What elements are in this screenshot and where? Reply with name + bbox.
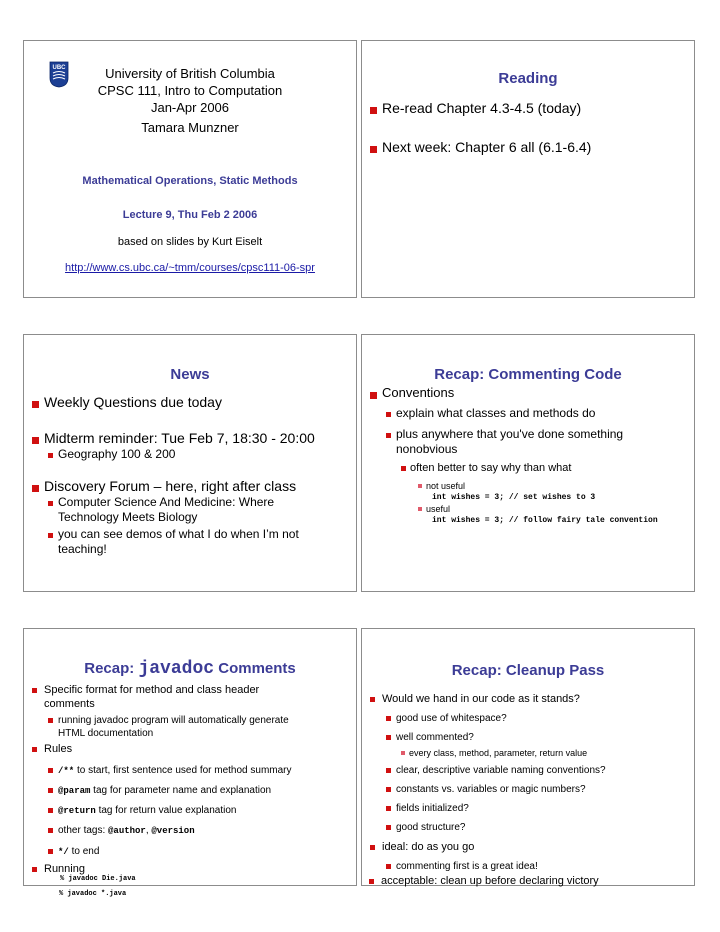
slide-reading <box>361 40 695 298</box>
logo-text: UBC <box>52 65 66 71</box>
slide-heading: Recap: Commenting Code <box>434 366 622 383</box>
reading-item: Re-read Chapter 4.3-4.5 (today) <box>382 100 582 116</box>
conventions-subitem: often better to say why than what <box>410 462 572 474</box>
slide-cleanup-pass <box>361 628 695 886</box>
javadoc-rule: */ to end <box>58 846 100 857</box>
bullet-icon <box>386 825 391 830</box>
news-subitem: Geography 100 & 200 <box>58 447 176 461</box>
slide-commenting-code <box>361 334 695 592</box>
course-title: CPSC 111, Intro to Computation <box>97 83 283 98</box>
cleanup-subitem: every class, method, parameter, return value <box>409 748 588 758</box>
slide-heading: News <box>170 366 210 383</box>
cleanup-subitem: commenting first is a great idea! <box>396 861 538 872</box>
conventions-subitem: explain what classes and methods do <box>396 406 596 420</box>
bullet-icon <box>48 453 53 458</box>
cleanup-subitem: clear, descriptive variable naming conventions? <box>396 765 606 776</box>
bullet-icon <box>370 107 377 114</box>
code-example: int wishes = 3; // follow fairy tale convention <box>432 516 658 525</box>
conventions-subitem: nonobvious <box>396 442 458 456</box>
bullet-icon <box>48 828 53 833</box>
reading-item: Next week: Chapter 6 all (6.1-6.4) <box>382 139 592 155</box>
news-subitem: Technology Meets Biology <box>58 510 198 524</box>
javadoc-item: Running <box>44 863 85 875</box>
bullet-icon <box>418 507 422 511</box>
bullet-icon <box>401 466 406 471</box>
news-subitem: teaching! <box>58 542 107 556</box>
bullet-icon <box>418 484 422 488</box>
cleanup-subitem: constants vs. variables or magic numbers? <box>396 784 586 795</box>
bullet-icon <box>386 735 391 740</box>
bullet-icon <box>32 867 37 872</box>
bullet-icon <box>386 787 391 792</box>
bullet-icon <box>32 688 37 693</box>
cleanup-subitem: fields initialized? <box>396 803 469 814</box>
lecture-date: Lecture 9, Thu Feb 2 2006 <box>122 209 258 221</box>
slide-heading: Recap: javadoc Comments <box>84 659 296 679</box>
bullet-icon <box>386 768 391 773</box>
bullet-icon <box>48 849 53 854</box>
bullet-icon <box>32 485 39 492</box>
conventions-subitem: plus anywhere that you've done something <box>396 427 624 441</box>
course-url-link[interactable]: http://www.cs.ubc.ca/~tmm/courses/cpsc111-06-spr <box>65 262 315 274</box>
example-label: not useful <box>426 481 466 491</box>
instructor: Tamara Munzner <box>141 120 239 135</box>
bullet-icon <box>48 788 53 793</box>
lecture-topic: Mathematical Operations, Static Methods <box>82 175 298 187</box>
javadoc-rule: @return tag for return value explanation <box>58 805 237 816</box>
javadoc-item: Specific format for method and class header <box>44 684 260 696</box>
bullet-icon <box>48 808 53 813</box>
news-subitem: you can see demos of what I do when I’m not <box>58 527 299 541</box>
javadoc-command: % javadoc *.java <box>59 890 127 898</box>
bullet-icon <box>386 864 391 869</box>
bullet-icon <box>32 401 39 408</box>
bullet-icon <box>48 718 53 723</box>
javadoc-rule: @param tag for parameter name and explanation <box>58 785 272 796</box>
bullet-icon <box>386 412 391 417</box>
news-subitem: Computer Science And Medicine: Where <box>58 495 275 509</box>
cleanup-subitem: good use of whitespace? <box>396 713 507 724</box>
slide-news <box>23 334 357 592</box>
news-item: Weekly Questions due today <box>44 394 222 410</box>
bullet-icon <box>386 806 391 811</box>
slide-heading: Reading <box>498 70 558 87</box>
bullet-icon <box>32 747 37 752</box>
cleanup-subitem: well commented? <box>396 732 474 743</box>
conventions-item: Conventions <box>382 385 455 400</box>
bullet-icon <box>386 716 391 721</box>
credit-line: based on slides by Kurt Eiselt <box>117 236 263 248</box>
news-item: Midterm reminder: Tue Feb 7, 18:30 - 20:00 <box>44 430 315 446</box>
bullet-icon <box>48 501 53 506</box>
cleanup-item: acceptable: clean up before declaring victory <box>381 875 599 887</box>
cleanup-item: Would we hand in our code as it stands? <box>382 693 580 705</box>
javadoc-item: comments <box>44 698 95 710</box>
bullet-icon <box>370 845 375 850</box>
bullet-icon <box>401 751 405 755</box>
javadoc-rule: other tags: @author, @version <box>58 825 195 836</box>
bullet-icon <box>386 433 391 438</box>
javadoc-rule: /** to start, first sentence used for method summary <box>58 765 292 776</box>
example-label: useful <box>426 504 451 514</box>
javadoc-item: Rules <box>44 743 73 755</box>
bullet-icon <box>48 768 53 773</box>
slide-title <box>23 40 357 298</box>
bullet-icon <box>370 697 375 702</box>
term: Jan-Apr 2006 <box>150 100 230 115</box>
javadoc-command: % javadoc Die.java <box>60 875 136 883</box>
bullet-icon <box>370 392 377 399</box>
code-example: int wishes = 3; // set wishes to 3 <box>432 493 596 502</box>
bullet-icon <box>48 533 53 538</box>
cleanup-item: ideal: do as you go <box>382 841 475 853</box>
javadoc-subitem: running javadoc program will automatically generate <box>58 715 289 726</box>
javadoc-subitem: HTML documentation <box>58 728 154 739</box>
slide-heading: Recap: Cleanup Pass <box>451 662 605 679</box>
institution: University of British Columbia <box>105 66 275 81</box>
bullet-icon <box>32 437 39 444</box>
slide-javadoc <box>23 628 357 886</box>
bullet-icon <box>369 879 374 884</box>
news-item: Discovery Forum – here, right after class <box>44 478 297 494</box>
cleanup-subitem: good structure? <box>396 822 466 833</box>
bullet-icon <box>370 146 377 153</box>
